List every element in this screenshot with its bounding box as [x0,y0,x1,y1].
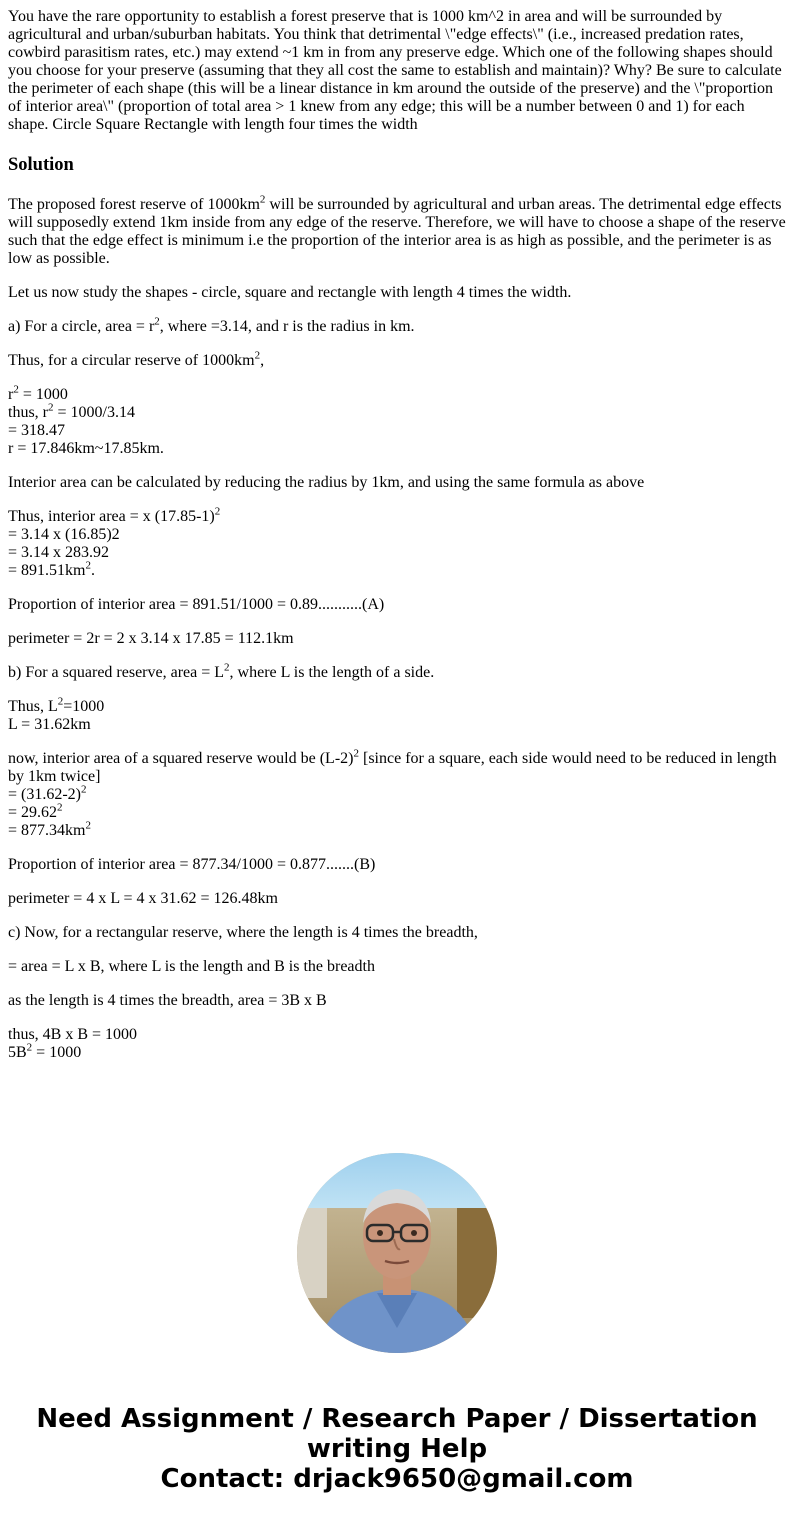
circle-interior-note: Interior area can be calculated by reducing the radius by 1km, and using the same formula as above [8,474,645,491]
study-paragraph: Let us now study the shapes - circle, square and rectangle with length 4 times the width. [8,284,572,301]
circle-perimeter: perimeter = 2r = 2 x 3.14 x 17.85 = 112.1km [8,630,294,647]
rectangle-area2: as the length is 4 times the breadth, area = 3B x B [8,992,327,1009]
rectangle-intro: c) Now, for a rectangular reserve, where the length is 4 times the breadth, [8,924,478,941]
solution-heading: Solution [8,155,74,175]
author-photo [297,1153,497,1353]
footer-line-1: Need Assignment / Research Paper / Dissertation [36,1404,758,1434]
author-avatar [297,1153,497,1353]
circle-proportion: Proportion of interior area = 891.51/1000 = 0.89...........(A) [8,596,385,613]
square-perimeter: perimeter = 4 x L = 4 x 31.62 = 126.48km [8,890,278,907]
footer-banner [0,1404,794,1494]
circle-thus: Thus, for a circular reserve of $1000km^2$, [8,349,265,369]
document-body: You have the rare opportunity to establish a forest preserve that is 1000 km^2 in area and will be surrounded by agricultural and urban/suburban habitats. You think that detrimental \"edge effects\" (i.e., increased predation rates, cowbird parasitism rates, etc.) may extend ~1 km in from any preserve edge. Which one of the following shapes should you choose for your preserve (assuming that they all cost the same to establish and maintain)? Why? Be sure to calculate the perimeter of each shape (this will be a linear distance in km around the outside of the preserve) and the \"proportion of interior area\" (proportion of total area > 1 knew from any edge; this will be a number between 0 and 1) for each shape. Circle Square Rectangle with length four times the width Solution The proposed forest reserve of $1000km^2$ will be surrounded by agricultural and urban areas. The detrimental edge effects will supposedly extend 1km inside from any edge of the reserve. Therefore, we will have to choose a shape of the reserve such that the edge effect is minimum i.e the proportion of the interior area is as high as possible, and the perimeter is as low as possible. Let us now study the shapes - circle, square and rectangle with length 4 times the width. a) For a circle, area = $r^2$, where =3.14, and r is the radius in km. Thus, for a circular reserve of $1000km^2$, $r^2 = 1000$ thus, $r^2 = 1000/3.14$ = 318.47 r = 17.846km~17.85km. Interior area can be calculated by reducing the radius by 1km, and using the same formula as above Thus, interior area = x $(17.85-1)^2$ = 3.14 x (16.85)2 = 3.14 x 283.92 = $891.51km^2$. Proportion of interior area = 891.51/1000 = 0.89...........(A) perimeter = 2r = 2 x 3.14 x 17.85 = 112.1km b) For a squared reserve, area = $L^2$, where L is the length of a side. Thus, $L^2=1000$ L = 31.62km now, interior area of a squared reserve would be $(L-2)^2$ [since for a square, each side would need to be reduced in length by 1km twice] = $(31.62-2)^2$ = $29.62^2$ = $877.34km^2$ Proportion of interior area = 877.34/1000 = 0.877.......(B) perimeter = 4 x L = 4 x 31.62 = 126.48km c) Now, for a rectangular reserve, where the length is 4 times the breadth, = area = L x B, where L is the length and B is the breadth as the length is 4 times the breadth, area = 3B x B thus, 4B x B = 1000 $5B^2 = 1000$ [8,8,786,1061]
footer-contact: Contact: drjack9650@gmail.com [160,1464,634,1494]
intro-paragraph: The proposed forest reserve of $1000km^2$ will be surrounded by agricultural and urban areas. The detrimental edge effects will supposedly extend 1km inside from any edge of the reserve. Therefore, we will have to choose a shape of the reserve such that the edge effect is minimum i.e the proportion of the interior area is as high as possible, and the perimeter is as low as possible. [8,193,786,267]
rectangle-area: = area = L x B, where L is the length and B is the breadth [8,958,375,975]
square-area: b) For a squared reserve, area = $L^2$, where L is the length of a side. [8,661,435,681]
footer-line-2: writing Help [306,1434,488,1464]
circle-area: a) For a circle, area = $r^2$, where =3.14, and r is the radius in km. [8,315,415,335]
question-text: You have the rare opportunity to establish a forest preserve that is 1000 km^2 in area and will be surrounded by agricultural and urban/suburban habitats. You think that detrimental \"edge effects\" (i.e., increased predation rates, cowbird parasitism rates, etc.) may extend ~1 km in from any preserve edge. Which one of the following shapes should you choose for your preserve (assuming that they all cost the same to establish and maintain)? Why? Be sure to calculate the perimeter of each shape (this will be a linear distance in km around the outside of the preserve) and the \"proportion of interior area\" (proportion of total area > 1 knew from any edge; this will be a number between 0 and 1) for each shape. Circle Square Rectangle with length four times the width [8,8,782,133]
square-proportion: Proportion of interior area = 877.34/1000 = 0.877.......(B) [8,856,376,873]
